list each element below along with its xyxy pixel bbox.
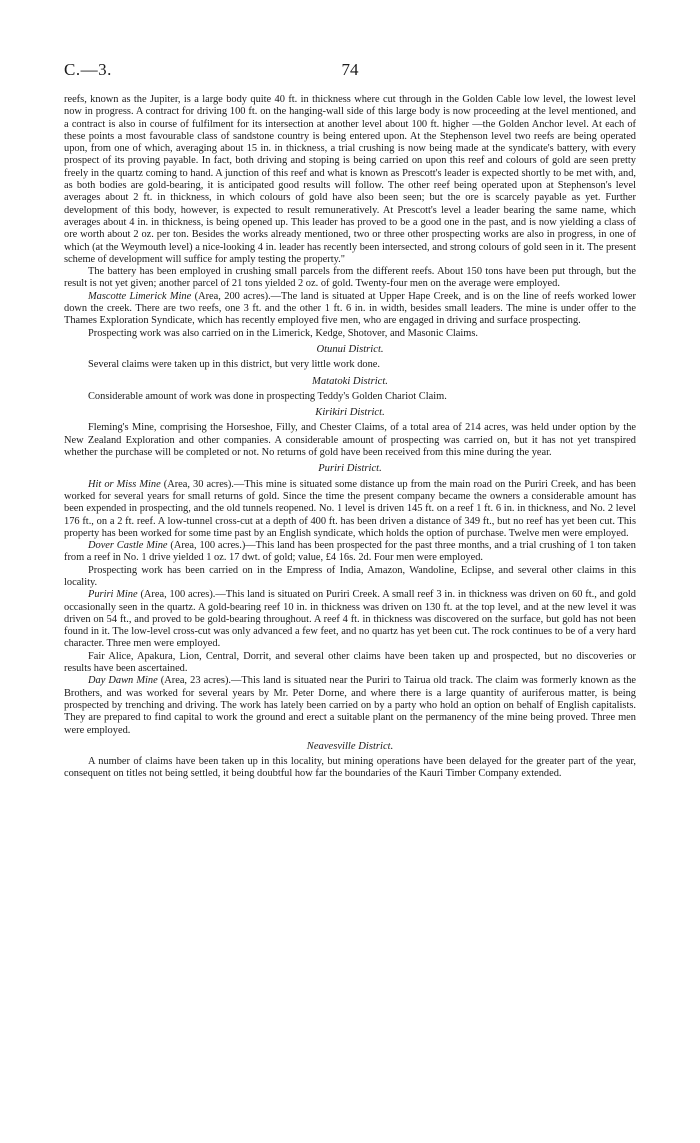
dover-castle-paragraph: Dover Castle Mine (Area, 100 acres.)—This land has been prospected for the past three months, and a trial crushing of 1 ton taken from a reef in No. 1 drive yielded 1 oz. 17 dwt. of gold; value, £4 16s. 2d. Four men were employed. [64,540,636,564]
document-body [64,94,636,781]
otunui-paragraph: Several claims were taken up in this district, but very little work done. [88,359,381,371]
kirikiri-paragraph: Fleming's Mine, comprising the Horseshoe, Filly, and Chester Claims, of a total area of 214 acres, was held under option by the New Zealand Exploration and other companies. A considerable amount of prospecting was carried on, but it has not yet transpired whether the purchase will be completed or not. No returns of gold have been received from this mine during the year. [64,422,636,459]
neavesville-paragraph: A number of claims have been taken up in this locality, but mining operations have been delayed for the greater part of the year, consequent on titles not being settled, it being doubtful how far the boundaries of the Kauri Timber Company extended. [64,756,636,780]
page-number: 74 [341,60,359,79]
page-header [64,60,636,86]
district-heading-puriri: Puriri District. [318,463,382,475]
report-reference: C.—3. [64,60,112,79]
prospecting-claims-paragraph: Prospecting work has been carried on in the Empress of India, Amazon, Wandoline, Eclipse, and several other claims in this locality. [64,564,636,588]
district-heading-neavesville: Neavesville District. [306,740,394,752]
district-heading-kirikiri: Kirikiri District. [315,407,385,419]
matatoki-paragraph: Considerable amount of work was done in prospecting Teddy's Golden Chariot Claim. [88,390,447,402]
battery-paragraph: The battery has been employed in crushing small parcels from the different reefs. About 150 tons have been put through, but the result is not yet given; another parcel of 21 tons yielded 2 oz. of gold. Twenty-four men on the average were employed. [64,266,636,290]
mine-name: Hit or Miss Mine [88,478,161,490]
mine-name: Puriri Mine [88,589,138,601]
mine-name: Dover Castle Mine [88,540,168,552]
hit-or-miss-paragraph: Hit or Miss Mine (Area, 30 acres).—This mine is situated some distance up from the main road on the Puriri Creek, and has been worked for several years for small returns of gold. Since the time the present company became the owners a considerable amount has been expended in prospecting, and the old tunnels reopened. No. 1 level is driven 145 ft. on a reef 1 ft. 6 in. in thickness, and No. 2 level 176 ft., on a 2 ft. reef. A low-tunnel cross-cut at a depth of 400 ft. has been driven a distance of 349 ft., but no reef has yet been cut. This property has been worked for some time past by an English syndicate, which holds the option of purchase. Twelve men were employed. [64,478,636,539]
district-heading-matatoki: Matatoki District. [312,375,388,387]
limerick-claims-paragraph: Prospecting work was also carried on in the Limerick, Kedge, Shotover, and Masonic Claims. [88,327,479,339]
continued-paragraph: reefs, known as the Jupiter, is a large body quite 40 ft. in thickness where cut through in the Golden Cable low level, the lowest level now in progress. A contract for driving 100 ft. on the hanging-wall side of this large body is now proceeding at the level mentioned, and a contract is also in course of fulfilment for its intersection at another level about 100 ft. higher —the Golden Anchor level. At each of these points a most favourable class of sandstone country is being entered upon. At the Stephenson level two reefs are being operated upon, from one of which, averaging about 15 in. in thickness, a trial crushing is now being made at the syndicate's battery, with every prospect of its proving payable. In fact, both driving and stoping is being carried on upon this reef and colours of gold are seen pretty freely in the quartz coming to hand. A junction of this reef and what is known as Prescott's leader is expected shortly to be met with, and, as both bodies are gold-bearing, it is anticipated good results will follow. The other reef being operated upon at Stephenson's level averages about 2 ft. in thickness, in which colours of gold have also been seen; but the ore is scarcely payable as yet. Further development of this body, however, is expected to result remuneratively. At Prescott's level a leader bearing the same name, which averages about 4 in. in thickness, is being opened up. This leader has proved to be a good one in the past, and is now yielding a class of ore worth about 2 oz. per ton. Besides the works already mentioned, two or three other prospecting works are also in progress, in one of which (at the Weymouth level) a nice-looking 4 in. leader has recently been intersected, and strong colours of gold seen in it. The present scheme of development will suffice for amply testing the property." [64,94,636,265]
day-dawn-paragraph: Day Dawn Mine (Area, 23 acres).—This land is situated near the Puriri to Tairua old track. The claim was formerly known as the Brothers, and was worked for several years by Mr. Peter Dorne, and where there is a large quantity of auriferous matter, is being prospected by trenching and driving. The work has lately been carried on by a party who hold an option on behalf of English capitalists. They are prepared to find capital to work the ground and erect a suitable plant on the permanency of the mine being proved. Three men were employed. [64,675,637,736]
mascotte-limerick-paragraph: Mascotte Limerick Mine (Area, 200 acres).—The land is situated at Upper Hape Creek, and is on the line of reefs worked lower down the creek. There are two reefs, one 3 ft. and the other 1 ft. 6 in. in width, besides small leaders. The mine is under offer to the Thames Exploration Syndicate, which has recently employed five men, who are engaged in driving and surface prospecting. [64,290,636,327]
district-heading-otunui: Otunui District. [316,343,384,355]
mine-name: Day Dawn Mine [88,675,158,687]
mine-name: Mascotte Limerick Mine [88,290,192,302]
fair-alice-paragraph: Fair Alice, Apakura, Lion, Central, Dorrit, and several other claims have been taken up and prospected, but no discoveries or results have been ascertained. [64,650,636,675]
puriri-mine-paragraph: Puriri Mine (Area, 100 acres).—This land is situated on Puriri Creek. A small reef 3 in. in thickness was driven on 60 ft., and gold occasionally seen in the quartz. A gold-bearing reef 10 in. in thickness was driven on 130 ft. at the top level, and at the new level it was driven on 54 ft., and proved to be gold-bearing throughout. A reef 4 ft. in thickness was discovered on the surface, but gold has not been found in it. The low-level cross-cut was only advanced a few feet, and no quartz has yet been cut. The rock continues to be of a very hard character. Three men were employed. [64,589,636,650]
